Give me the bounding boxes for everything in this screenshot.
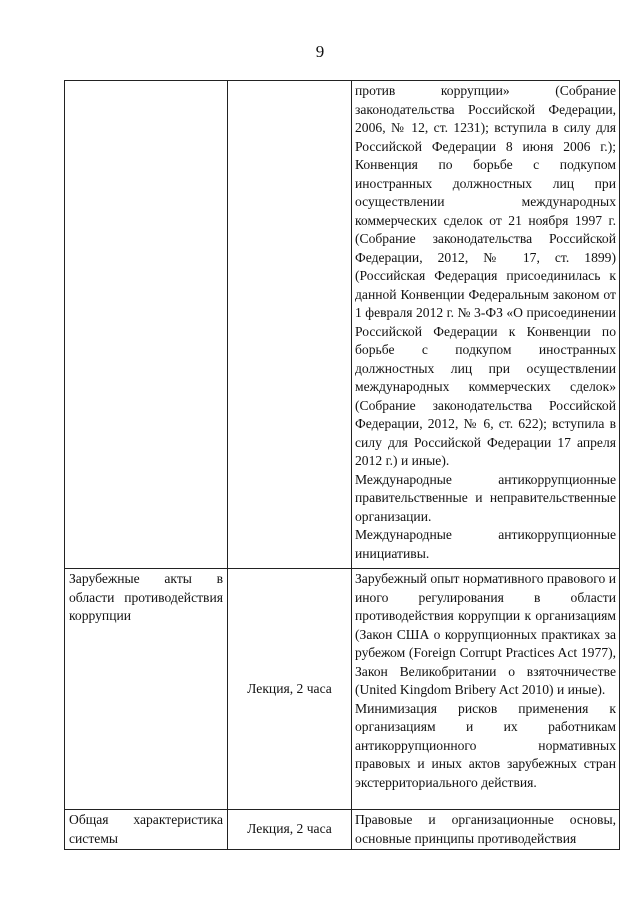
topic-cell: [65, 569, 228, 810]
topic-text: Общая характеристика системы: [69, 812, 223, 846]
content-cell: [352, 569, 620, 810]
table-row: [65, 810, 620, 850]
page-number: 9: [315, 42, 325, 61]
content-cell: [352, 81, 620, 569]
format-cell: [228, 810, 352, 850]
table-row: [65, 81, 620, 569]
format-text: [228, 324, 351, 326]
curriculum-table: [64, 80, 620, 850]
topic-text: Зарубежные акты в области противодействия коррупции: [69, 571, 223, 623]
content-cell: [352, 810, 620, 850]
format-cell: [228, 81, 352, 569]
content-paragraph: Зарубежный опыт нормативного правового и иного регулирования в области противодействия коррупции к организациям (Закон США о коррупционных практиках за рубежом (Foreign Corrupt Practices Act 1977), Закон Великобритании о взяточничестве (United Kingdom Bribery Act 2010) и иные).: [355, 571, 616, 697]
format-text: Лекция, 2 часа: [247, 680, 332, 696]
format-cell: [228, 569, 352, 810]
content-paragraph: Международные антикоррупционные правительственные и неправительственные организации.: [355, 471, 616, 524]
content-paragraph: Международные антикоррупционные инициативы.: [355, 527, 616, 561]
content-paragraph: Минимизация рисков применения к организациям и их работникам антикоррупционного нормативных правовых и иных актов зарубежных стран экстерриториального действия.: [355, 700, 616, 790]
content-paragraph: Правовые и организационные основы, основные принципы противодействия: [355, 812, 616, 846]
content-paragraph: против коррупции» (Собрание законодательства Российской Федерации, 2006, № 12, ст. 1231); вступила в силу для Российской Федерации 8 июня 2006 г.); Конвенция по борьбе с подкупом иностранных должностных лиц при осуществлении международных коммерческих сделок от 21 ноября 1997 г. (Собрание законодательства Российской Федерации, 2012, № 17, ст. 1899) (Российская Федерация присоединилась к данной Конвенции Федеральным законом от 1 февраля 2012 г. № 3-ФЗ «О присоединении Российской Федерации к Конвенции по борьбе с подкупом иностранных должностных лиц при осуществлении международных коммерческих сделок» (Собрание законодательства Российской Федерации, 2012, № 6, ст. 622); вступила в силу для Российской Федерации 17 апреля 2012 г.) и иные).: [355, 83, 616, 468]
format-text: Лекция, 2 часа: [247, 821, 332, 837]
topic-cell: [65, 81, 228, 569]
topic-text: [65, 81, 227, 83]
topic-cell: [65, 810, 228, 850]
table-row: [65, 569, 620, 810]
